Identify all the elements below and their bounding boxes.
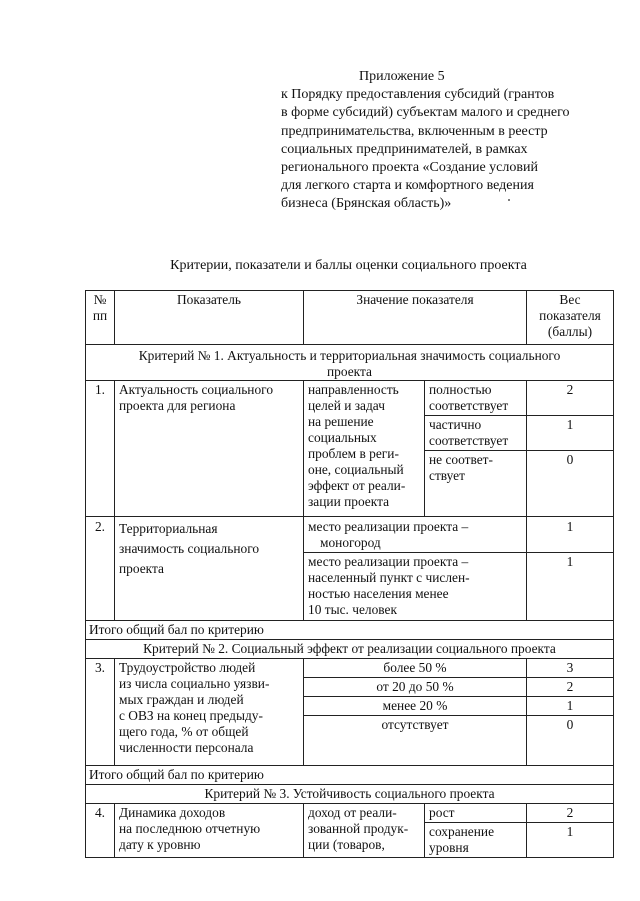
row-number: 1. xyxy=(86,381,115,517)
row-number: 4. xyxy=(86,804,115,858)
table-row xyxy=(86,804,614,823)
score-cell: 0 xyxy=(527,451,614,517)
sub-value-cell: менее 20 % xyxy=(304,697,527,716)
value-cell: доход от реали- зованной продук- ции (товаров, xyxy=(304,804,425,858)
score-cell: 2 xyxy=(527,678,614,697)
appendix-header xyxy=(281,68,611,214)
appendix-line: в форме субсидий) субъектам малого и среднего xyxy=(281,105,570,121)
score-cell: 1 xyxy=(527,553,614,621)
sub-value-cell: от 20 до 50 % xyxy=(304,678,527,697)
table-row xyxy=(86,517,614,553)
table-row xyxy=(86,381,614,416)
criterion-3-title: Критерий № 3. Устойчивость социального проекта xyxy=(86,785,614,804)
score-cell: 2 xyxy=(527,804,614,823)
appendix-title: Приложение 5 xyxy=(359,69,445,84)
appendix-line: предпринимательства, включенным в реестр xyxy=(281,123,548,139)
sub-value-cell: сохранение уровня xyxy=(425,823,527,858)
sub-value-cell: рост xyxy=(425,804,527,823)
scan-speck xyxy=(508,199,510,201)
appendix-line: для легкого старта и комфортного ведения xyxy=(281,178,534,194)
criterion-row xyxy=(86,640,614,659)
appendix-line: бизнеса (Брянская область)» xyxy=(281,196,452,212)
total-row xyxy=(86,621,614,640)
sub-value-cell: место реализации проекта – населенный пункт с числен- ностью населения менее 10 тыс. человек xyxy=(304,553,527,621)
criterion-1-title: Критерий № 1. Актуальность и территориальная значимость социального проекта xyxy=(86,345,614,381)
indicator-cell: Трудоустройство людей из числа социально уязви- мых граждан и людей с ОВЗ на конец предыду- щего года, % от общей численности персонала xyxy=(115,659,304,766)
indicator-cell: Актуальность социального проекта для региона xyxy=(115,381,304,517)
appendix-line: к Порядку предоставления субсидий (грантов xyxy=(281,87,555,103)
header-indicator: Показатель xyxy=(115,291,304,345)
row-number: 3. xyxy=(86,659,115,766)
criterion-2-title: Критерий № 2. Социальный эффект от реализации социального проекта xyxy=(86,640,614,659)
score-cell: 3 xyxy=(527,659,614,678)
criterion-row xyxy=(86,345,614,381)
score-cell: 0 xyxy=(527,716,614,766)
score-cell: 1 xyxy=(527,697,614,716)
criterion-2-total: Итого общий бал по критерию xyxy=(86,766,614,785)
sub-value-cell: место реализации проекта – моногород xyxy=(304,517,527,553)
score-cell: 1 xyxy=(527,416,614,451)
score-cell: 2 xyxy=(527,381,614,416)
sub-value-cell: отсутствует xyxy=(304,716,527,766)
criterion-1-total: Итого общий бал по критерию xyxy=(86,621,614,640)
sub-value-cell: не соответ- ствует xyxy=(425,451,527,517)
value-cell: направленность целей и задач на решение социальных проблем в реги- оне, социальный эффект от реали- зации проекта xyxy=(304,381,425,517)
score-cell: 1 xyxy=(527,517,614,553)
criteria-table xyxy=(85,290,614,858)
sub-value-cell: полностью соответствует xyxy=(425,381,527,416)
indicator-cell: Динамика доходов на последнюю отчетную дату к уровню xyxy=(115,804,304,858)
table-row xyxy=(86,659,614,678)
document-title: Критерии, показатели и баллы оценки социального проекта xyxy=(170,258,527,273)
criterion-row xyxy=(86,785,614,804)
table-header-row xyxy=(86,291,614,345)
row-number: 2. xyxy=(86,517,115,621)
sub-value-cell: частично соответствует xyxy=(425,416,527,451)
indicator-cell: Территориальная значимость социального проекта xyxy=(115,517,304,621)
sub-value-cell: более 50 % xyxy=(304,659,527,678)
appendix-line: социальных предпринимателей, в рамках xyxy=(281,141,528,157)
appendix-line: регионального проекта «Создание условий xyxy=(281,160,538,176)
total-row xyxy=(86,766,614,785)
header-num: № пп xyxy=(86,291,115,345)
header-weight: Вес показателя (баллы) xyxy=(527,291,614,345)
header-value: Значение показателя xyxy=(304,291,527,345)
score-cell: 1 xyxy=(527,823,614,858)
